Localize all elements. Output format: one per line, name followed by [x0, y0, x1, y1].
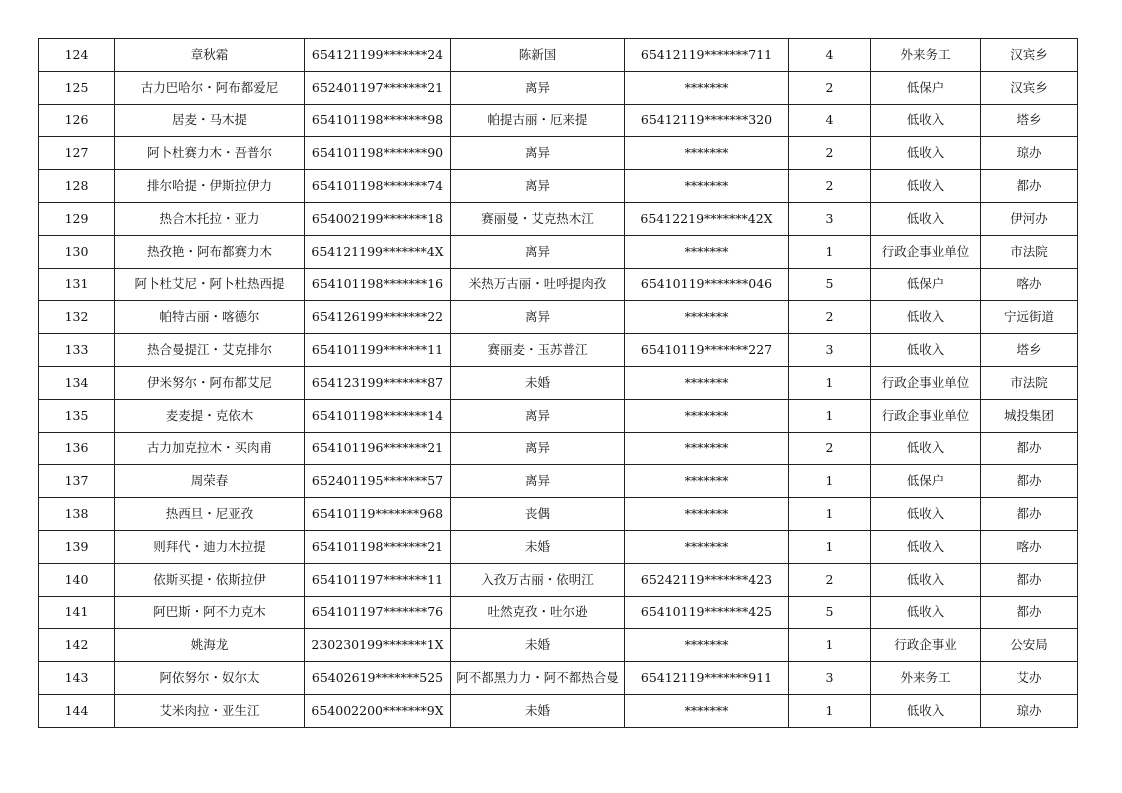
- row-number-cell: 125: [39, 71, 115, 104]
- household-count-cell: 4: [789, 104, 871, 137]
- category-cell: 外来务工: [871, 39, 981, 72]
- category-cell: 低收入: [871, 694, 981, 727]
- unit-cell: 艾办: [981, 662, 1078, 695]
- spouse-id-cell: *******: [625, 170, 789, 203]
- household-count-cell: 2: [789, 137, 871, 170]
- applicant-name-cell: 热合曼提江・艾克排尔: [115, 334, 305, 367]
- id-number-cell: 654101197*******76: [305, 596, 451, 629]
- unit-cell: 喀办: [981, 530, 1078, 563]
- category-cell: 低收入: [871, 432, 981, 465]
- unit-cell: 汉宾乡: [981, 39, 1078, 72]
- unit-cell: 公安局: [981, 629, 1078, 662]
- table-row: [39, 465, 1078, 498]
- spouse-id-cell: *******: [625, 137, 789, 170]
- id-number-cell: 65402619*******525: [305, 662, 451, 695]
- table-row: [39, 235, 1078, 268]
- spouse-id-cell: 65412219*******42X: [625, 202, 789, 235]
- household-count-cell: 1: [789, 694, 871, 727]
- row-number-cell: 136: [39, 432, 115, 465]
- spouse-id-cell: 65242119*******423: [625, 563, 789, 596]
- category-cell: 行政企事业: [871, 629, 981, 662]
- applicant-name-cell: 热西旦・尼亚孜: [115, 498, 305, 531]
- table-row: [39, 432, 1078, 465]
- spouse-id-cell: *******: [625, 629, 789, 662]
- id-number-cell: 654101196*******21: [305, 432, 451, 465]
- spouse-status-cell: 丧偶: [451, 498, 625, 531]
- id-number-cell: 654101199*******11: [305, 334, 451, 367]
- spouse-status-cell: 离异: [451, 137, 625, 170]
- unit-cell: 塔乡: [981, 334, 1078, 367]
- category-cell: 外来务工: [871, 662, 981, 695]
- row-number-cell: 140: [39, 563, 115, 596]
- row-number-cell: 132: [39, 301, 115, 334]
- household-count-cell: 1: [789, 366, 871, 399]
- applicant-name-cell: 麦麦提・克依木: [115, 399, 305, 432]
- id-number-cell: 654126199*******22: [305, 301, 451, 334]
- id-number-cell: 652401197*******21: [305, 71, 451, 104]
- spouse-id-cell: 65410119*******227: [625, 334, 789, 367]
- table-row: [39, 334, 1078, 367]
- row-number-cell: 142: [39, 629, 115, 662]
- household-count-cell: 5: [789, 596, 871, 629]
- row-number-cell: 126: [39, 104, 115, 137]
- spouse-status-cell: 离异: [451, 399, 625, 432]
- household-count-cell: 1: [789, 530, 871, 563]
- unit-cell: 都办: [981, 170, 1078, 203]
- household-count-cell: 1: [789, 629, 871, 662]
- id-number-cell: 654101198*******14: [305, 399, 451, 432]
- id-number-cell: 654121199*******4X: [305, 235, 451, 268]
- spouse-id-cell: *******: [625, 301, 789, 334]
- spouse-id-cell: *******: [625, 694, 789, 727]
- spouse-status-cell: 赛丽曼・艾克热木江: [451, 202, 625, 235]
- spouse-id-cell: 65410119*******046: [625, 268, 789, 301]
- spouse-status-cell: 未婚: [451, 694, 625, 727]
- applicant-name-cell: 依斯买提・依斯拉伊: [115, 563, 305, 596]
- unit-cell: 都办: [981, 465, 1078, 498]
- spouse-id-cell: *******: [625, 235, 789, 268]
- id-number-cell: 654121199*******24: [305, 39, 451, 72]
- row-number-cell: 143: [39, 662, 115, 695]
- applicant-name-cell: 艾米肉拉・亚生江: [115, 694, 305, 727]
- id-number-cell: 654101198*******74: [305, 170, 451, 203]
- row-number-cell: 144: [39, 694, 115, 727]
- table-row: [39, 170, 1078, 203]
- spouse-id-cell: 65412119*******320: [625, 104, 789, 137]
- household-count-cell: 2: [789, 301, 871, 334]
- id-number-cell: 654123199*******87: [305, 366, 451, 399]
- unit-cell: 伊河办: [981, 202, 1078, 235]
- applicant-name-cell: 帕特古丽・喀德尔: [115, 301, 305, 334]
- category-cell: 低收入: [871, 170, 981, 203]
- spouse-status-cell: 离异: [451, 170, 625, 203]
- row-number-cell: 137: [39, 465, 115, 498]
- spouse-status-cell: 入孜万古丽・依明江: [451, 563, 625, 596]
- id-number-cell: 654101197*******11: [305, 563, 451, 596]
- category-cell: 低保户: [871, 465, 981, 498]
- row-number-cell: 141: [39, 596, 115, 629]
- unit-cell: 汉宾乡: [981, 71, 1078, 104]
- spouse-id-cell: 65412119*******711: [625, 39, 789, 72]
- table-row: [39, 399, 1078, 432]
- category-cell: 行政企事业单位: [871, 399, 981, 432]
- row-number-cell: 133: [39, 334, 115, 367]
- unit-cell: 塔乡: [981, 104, 1078, 137]
- id-number-cell: 654101198*******16: [305, 268, 451, 301]
- applicant-name-cell: 则拜代・迪力木拉提: [115, 530, 305, 563]
- category-cell: 低收入: [871, 498, 981, 531]
- table-row: [39, 366, 1078, 399]
- table-row: [39, 596, 1078, 629]
- category-cell: 低收入: [871, 596, 981, 629]
- applicant-name-cell: 古力巴哈尔・阿布都爱尼: [115, 71, 305, 104]
- spouse-id-cell: *******: [625, 432, 789, 465]
- spouse-id-cell: *******: [625, 399, 789, 432]
- table-row: [39, 137, 1078, 170]
- table-row: [39, 301, 1078, 334]
- household-count-cell: 3: [789, 202, 871, 235]
- unit-cell: 喀办: [981, 268, 1078, 301]
- unit-cell: 市法院: [981, 235, 1078, 268]
- table-row: [39, 530, 1078, 563]
- id-number-cell: 65410119*******968: [305, 498, 451, 531]
- row-number-cell: 128: [39, 170, 115, 203]
- applicant-name-cell: 热合木托拉・亚力: [115, 202, 305, 235]
- row-number-cell: 135: [39, 399, 115, 432]
- category-cell: 低收入: [871, 301, 981, 334]
- household-count-cell: 3: [789, 334, 871, 367]
- row-number-cell: 130: [39, 235, 115, 268]
- category-cell: 低收入: [871, 104, 981, 137]
- table-row: [39, 662, 1078, 695]
- table-row: [39, 39, 1078, 72]
- spouse-status-cell: 陈新国: [451, 39, 625, 72]
- applicant-name-cell: 阿卜杜艾尼・阿卜杜热西提: [115, 268, 305, 301]
- row-number-cell: 139: [39, 530, 115, 563]
- id-number-cell: 654002199*******18: [305, 202, 451, 235]
- id-number-cell: 654101198*******90: [305, 137, 451, 170]
- household-count-cell: 1: [789, 498, 871, 531]
- table-row: [39, 104, 1078, 137]
- category-cell: 低保户: [871, 268, 981, 301]
- spouse-status-cell: 未婚: [451, 530, 625, 563]
- table-row: [39, 71, 1078, 104]
- table-row: [39, 498, 1078, 531]
- household-count-cell: 1: [789, 235, 871, 268]
- table-row: [39, 694, 1078, 727]
- spouse-status-cell: 离异: [451, 301, 625, 334]
- applicant-name-cell: 阿巴斯・阿不力克木: [115, 596, 305, 629]
- category-cell: 低收入: [871, 563, 981, 596]
- household-count-cell: 5: [789, 268, 871, 301]
- applicant-table: [38, 38, 1078, 728]
- applicant-name-cell: 章秋霜: [115, 39, 305, 72]
- unit-cell: 市法院: [981, 366, 1078, 399]
- row-number-cell: 131: [39, 268, 115, 301]
- household-count-cell: 2: [789, 170, 871, 203]
- row-number-cell: 124: [39, 39, 115, 72]
- spouse-id-cell: 65410119*******425: [625, 596, 789, 629]
- unit-cell: 琼办: [981, 137, 1078, 170]
- household-count-cell: 4: [789, 39, 871, 72]
- table-body: [39, 39, 1078, 728]
- household-count-cell: 3: [789, 662, 871, 695]
- spouse-status-cell: 阿不都黑力力・阿不都热合曼: [451, 662, 625, 695]
- spouse-status-cell: 米热万古丽・吐呼提肉孜: [451, 268, 625, 301]
- spouse-status-cell: 离异: [451, 71, 625, 104]
- unit-cell: 都办: [981, 498, 1078, 531]
- household-count-cell: 1: [789, 399, 871, 432]
- household-count-cell: 2: [789, 563, 871, 596]
- applicant-name-cell: 阿依努尔・奴尔太: [115, 662, 305, 695]
- category-cell: 行政企事业单位: [871, 235, 981, 268]
- spouse-id-cell: *******: [625, 71, 789, 104]
- category-cell: 低收入: [871, 137, 981, 170]
- id-number-cell: 230230199*******1X: [305, 629, 451, 662]
- spouse-status-cell: 离异: [451, 432, 625, 465]
- spouse-id-cell: *******: [625, 498, 789, 531]
- spouse-status-cell: 未婚: [451, 366, 625, 399]
- household-count-cell: 1: [789, 465, 871, 498]
- applicant-name-cell: 伊米努尔・阿布都艾尼: [115, 366, 305, 399]
- unit-cell: 城投集团: [981, 399, 1078, 432]
- applicant-name-cell: 热孜艳・阿布都赛力木: [115, 235, 305, 268]
- table-row: [39, 268, 1078, 301]
- spouse-id-cell: *******: [625, 530, 789, 563]
- unit-cell: 都办: [981, 432, 1078, 465]
- table-row: [39, 202, 1078, 235]
- applicant-name-cell: 姚海龙: [115, 629, 305, 662]
- spouse-status-cell: 吐然克孜・吐尔逊: [451, 596, 625, 629]
- applicant-name-cell: 排尔哈提・伊斯拉伊力: [115, 170, 305, 203]
- spouse-status-cell: 离异: [451, 235, 625, 268]
- applicant-name-cell: 居麦・马木提: [115, 104, 305, 137]
- category-cell: 低保户: [871, 71, 981, 104]
- category-cell: 低收入: [871, 202, 981, 235]
- spouse-status-cell: 赛丽麦・玉苏普江: [451, 334, 625, 367]
- applicant-name-cell: 古力加克拉木・买肉甫: [115, 432, 305, 465]
- applicant-name-cell: 阿卜杜赛力木・吾普尔: [115, 137, 305, 170]
- id-number-cell: 654002200*******9X: [305, 694, 451, 727]
- row-number-cell: 134: [39, 366, 115, 399]
- category-cell: 低收入: [871, 530, 981, 563]
- spouse-id-cell: 65412119*******911: [625, 662, 789, 695]
- spouse-status-cell: 离异: [451, 465, 625, 498]
- household-count-cell: 2: [789, 432, 871, 465]
- category-cell: 低收入: [871, 334, 981, 367]
- table-row: [39, 629, 1078, 662]
- spouse-status-cell: 帕提古丽・厄来提: [451, 104, 625, 137]
- unit-cell: 琼办: [981, 694, 1078, 727]
- id-number-cell: 652401195*******57: [305, 465, 451, 498]
- table-row: [39, 563, 1078, 596]
- category-cell: 行政企事业单位: [871, 366, 981, 399]
- applicant-name-cell: 周荣春: [115, 465, 305, 498]
- spouse-id-cell: *******: [625, 366, 789, 399]
- unit-cell: 宁远街道: [981, 301, 1078, 334]
- id-number-cell: 654101198*******98: [305, 104, 451, 137]
- unit-cell: 都办: [981, 596, 1078, 629]
- row-number-cell: 127: [39, 137, 115, 170]
- row-number-cell: 138: [39, 498, 115, 531]
- household-count-cell: 2: [789, 71, 871, 104]
- spouse-status-cell: 未婚: [451, 629, 625, 662]
- unit-cell: 都办: [981, 563, 1078, 596]
- spouse-id-cell: *******: [625, 465, 789, 498]
- id-number-cell: 654101198*******21: [305, 530, 451, 563]
- row-number-cell: 129: [39, 202, 115, 235]
